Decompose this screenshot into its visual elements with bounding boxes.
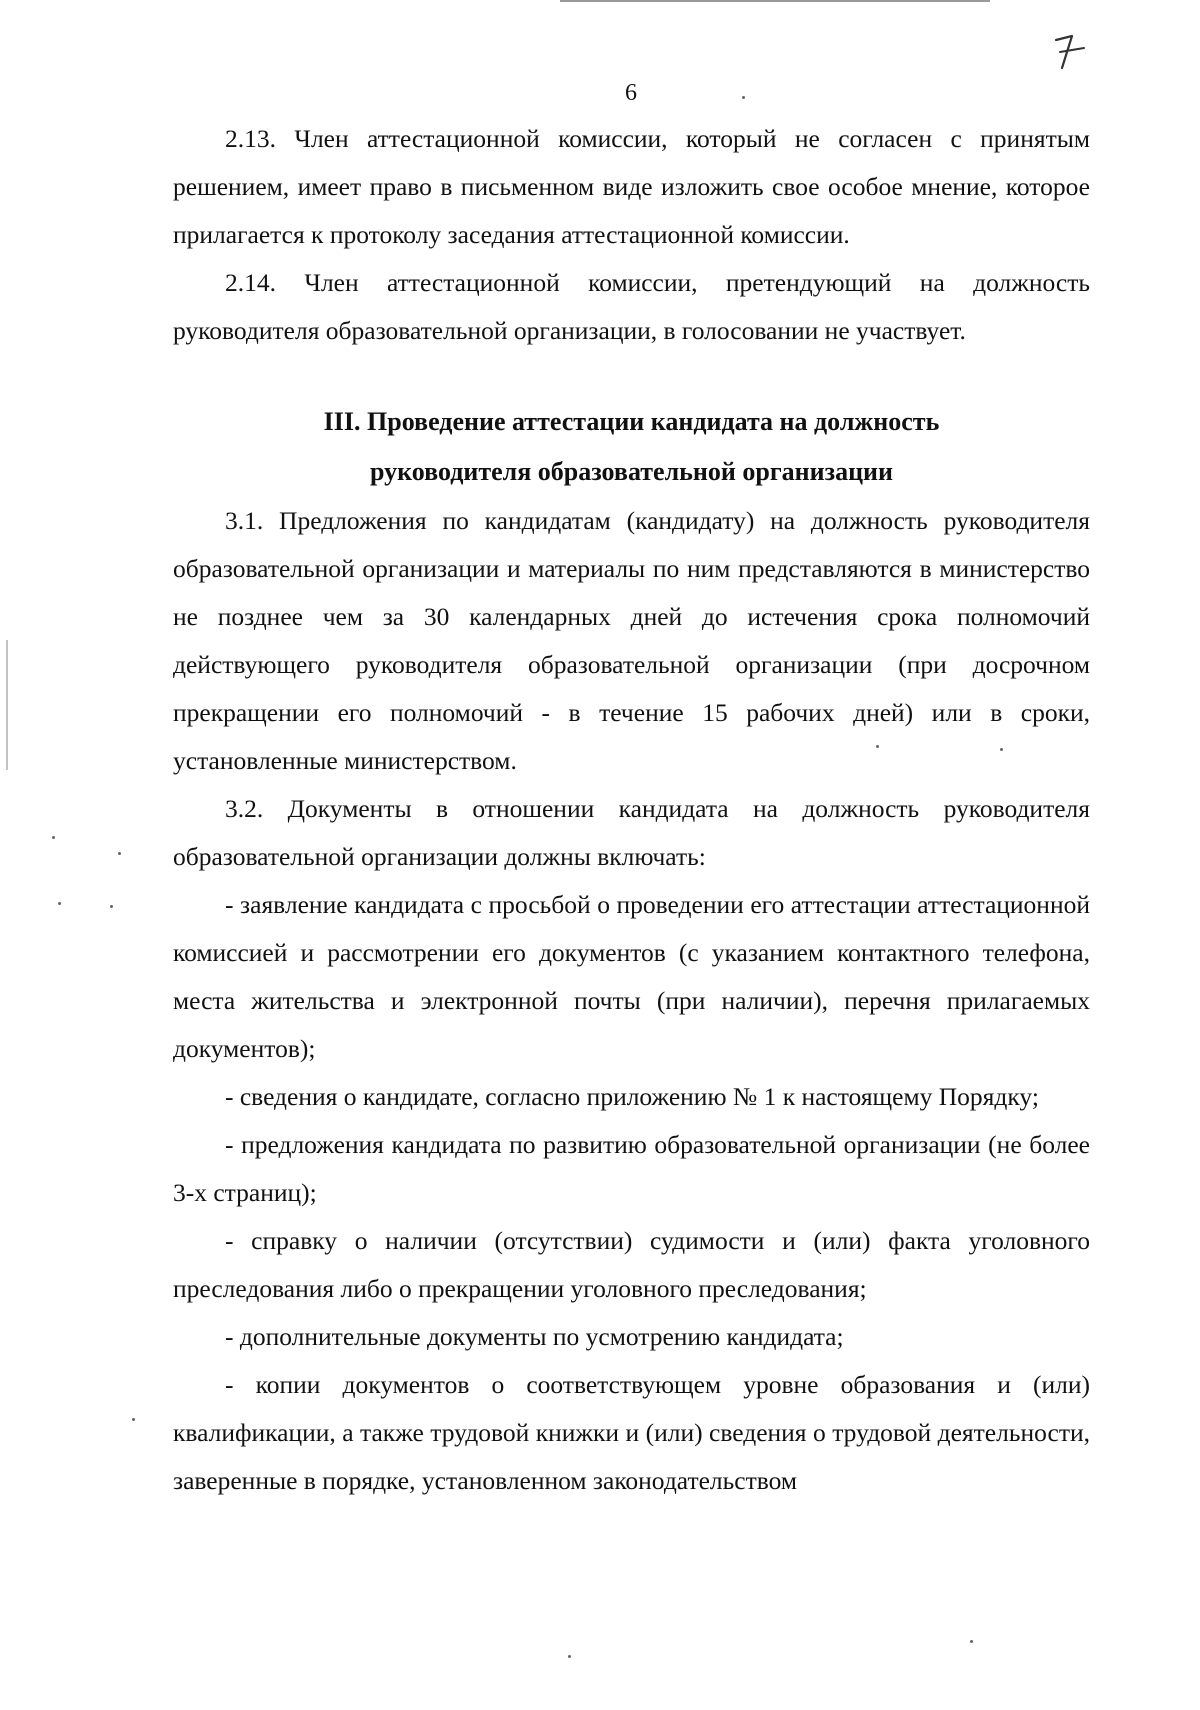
scan-speck <box>132 1418 135 1421</box>
paragraph-2-14: 2.14. Член аттестационной комиссии, претендующий на должность руководителя образовательной организации, в голосовании не участвует. <box>173 268 1090 345</box>
scan-edge-top <box>560 0 990 2</box>
list-item-additional-documents: - дополнительные документы по усмотрению кандидата; <box>225 1322 844 1351</box>
scan-speck <box>58 902 61 905</box>
section-3-heading-line-1: III. Проведение аттестации кандидата на должность <box>323 407 940 436</box>
scan-speck <box>118 852 121 855</box>
scan-speck <box>110 905 113 908</box>
paragraph-3-1: 3.1. Предложения по кандидатам (кандидату) на должность руководителя образовательной организации и материалы по ним представляются в министерство не позднее чем за 30 календарных дней до истечения срока полномочий действующего руководителя образовательной организации (при досрочном прекращении его полномочий - в течение 15 рабочих дней) или в сроки, установленные министерством. <box>173 506 1090 775</box>
section-3-heading-line-2: руководителя образовательной организации <box>369 457 894 486</box>
document-body <box>173 115 1090 1505</box>
list-item-development-proposals: - предложения кандидата по развитию образовательной организации (не более 3-х страниц); <box>173 1130 1090 1207</box>
page-number: 6 <box>625 80 637 106</box>
scan-edge-left <box>6 640 8 770</box>
list-item-candidate-info: - сведения о кандидате, согласно приложению № 1 к настоящему Порядку; <box>225 1082 1039 1111</box>
scan-speck <box>876 745 879 748</box>
paragraph-2-13: 2.13. Член аттестационной комиссии, который не согласен с принятым решением, имеет право в письменном виде изложить свое особое мнение, которое прилагается к протоколу заседания аттестационной комиссии. <box>173 124 1090 249</box>
scan-speck <box>52 836 55 839</box>
list-item-application: - заявление кандидата с просьбой о проведении его аттестации аттестационной комиссией и рассмотрении его документов (с указанием контактного телефона, места жительства и электронной почты (при наличии), перечня прилагаемых документов); <box>173 890 1090 1063</box>
list-item-criminal-record-certificate: - справку о наличии (отсутствии) судимости и (или) факта уголовного преследования либо о прекращении уголовного преследования; <box>173 1226 1090 1303</box>
scan-speck <box>970 1640 973 1643</box>
scan-speck <box>1000 748 1003 751</box>
section-3-heading <box>173 397 1090 497</box>
paragraph-3-2: 3.2. Документы в отношении кандидата на должность руководителя образовательной организации должны включать: <box>173 794 1090 871</box>
scan-speck <box>568 1655 571 1658</box>
scan-speck <box>742 96 745 99</box>
handwritten-page-mark-icon <box>1050 30 1090 74</box>
list-item-education-copies: - копии документов о соответствующем уровне образования и (или) квалификации, а также трудовой книжки и (или) сведения о трудовой деятельности, заверенные в порядке, установленном законодательством <box>173 1370 1090 1495</box>
